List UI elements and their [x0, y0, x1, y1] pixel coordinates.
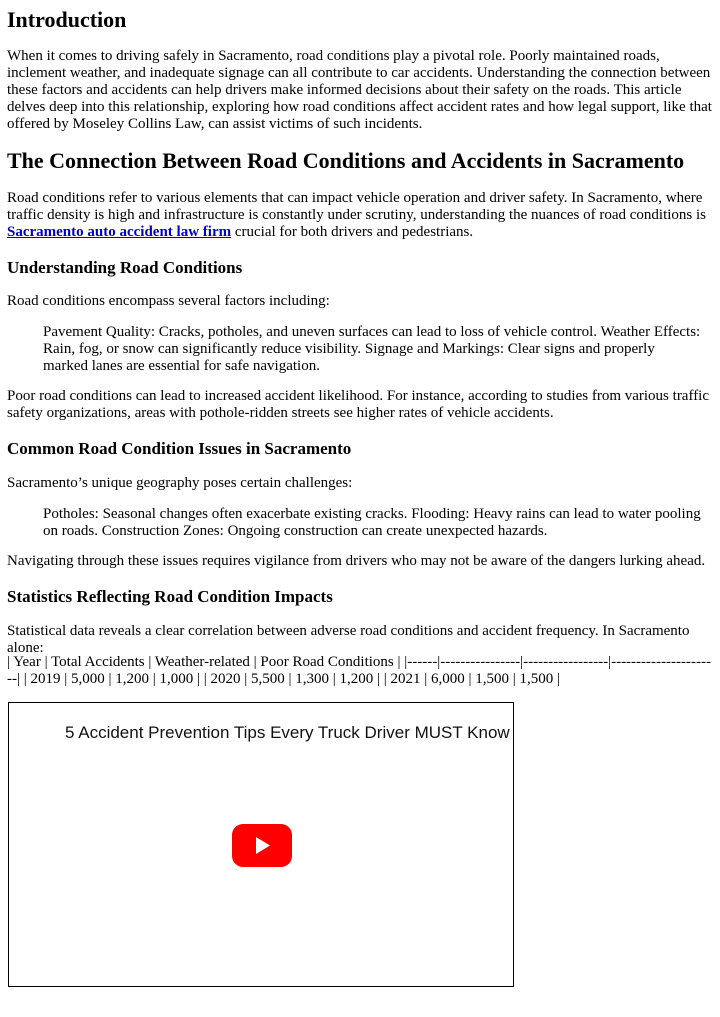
heading-understanding: Understanding Road Conditions — [7, 258, 243, 277]
heading-common-issues: Common Road Condition Issues in Sacramento — [7, 439, 352, 458]
paragraph-introduction: When it comes to driving safely in Sacramento, road conditions play a pivotal role. Poorly maintained roads, inclement weather, and inadequate signage can all contribute to car accidents. Understanding the connection between these factors and accidents can help drivers make informed decisions about their safety on the roads. This article delves deep into this relationship, exploring how road conditions affect accident rates and how legal support, like that offered by Moseley Collins Law, can assist victims of such incidents. — [7, 48, 712, 132]
quote-understanding: Pavement Quality: Cracks, potholes, and uneven surfaces can lead to loss of vehicle control. Weather Effects: Rain, fog, or snow can significantly reduce visibility. Signage and Markings: Clear signs and properly marked lanes are essential for safe navigation. — [43, 324, 701, 374]
video-embed[interactable] — [8, 702, 514, 987]
law-firm-link[interactable]: Sacramento auto accident law firm — [7, 224, 232, 240]
paragraph-statistics-lead: Statistical data reveals a clear correlation between adverse road conditions and accident frequency. In Sacramento alone: — [7, 623, 690, 656]
quote-common-issues: Potholes: Seasonal changes often exacerbate existing cracks. Flooding: Heavy rains can lead to water pooling on roads. Construction Zones: Ongoing construction can create unexpected hazards. — [43, 506, 701, 539]
paragraph-common-lead: Sacramento’s unique geography poses certain challenges: — [7, 475, 353, 491]
connection-text-start: Road conditions refer to various elements that can impact vehicle operation and driver safety. In Sacramento, where traffic density is high and infrastructure is constantly under scrutiny, understanding the nuances of road conditions is — [7, 190, 707, 223]
play-triangle-icon — [232, 824, 292, 867]
paragraph-connection — [7, 190, 715, 241]
heading-statistics: Statistics Reflecting Road Condition Impacts — [7, 587, 333, 606]
heading-introduction: Introduction — [7, 7, 127, 32]
paragraph-understanding-after: Poor road conditions can lead to increased accident likelihood. For instance, according to studies from various traffic safety organizations, areas with pothole-ridden streets see higher rates of vehicle accidents. — [7, 388, 710, 421]
statistics-raw-table: | Year | Total Accidents | Weather-related | Poor Road Conditions | |------|----------------|-----------------|----------------------| | 2019 | 5,000 | 1,200 | 1,000 | | 2020 | 5,500 | 1,300 | 1,200 | | 2021 | 6,000 | 1,500 | 1,500 | — [7, 654, 711, 687]
connection-text-end: crucial for both drivers and pedestrians. — [231, 224, 474, 240]
heading-connection: The Connection Between Road Conditions and Accidents in Sacramento — [7, 148, 685, 173]
paragraph-understanding-lead: Road conditions encompass several factors including: — [7, 293, 330, 309]
youtube-play-icon[interactable] — [232, 824, 292, 867]
paragraph-common-after: Navigating through these issues requires vigilance from drivers who may not be aware of the dangers lurking ahead. — [7, 553, 706, 569]
video-title[interactable]: 5 Accident Prevention Tips Every Truck Driver MUST Know — [65, 723, 510, 742]
